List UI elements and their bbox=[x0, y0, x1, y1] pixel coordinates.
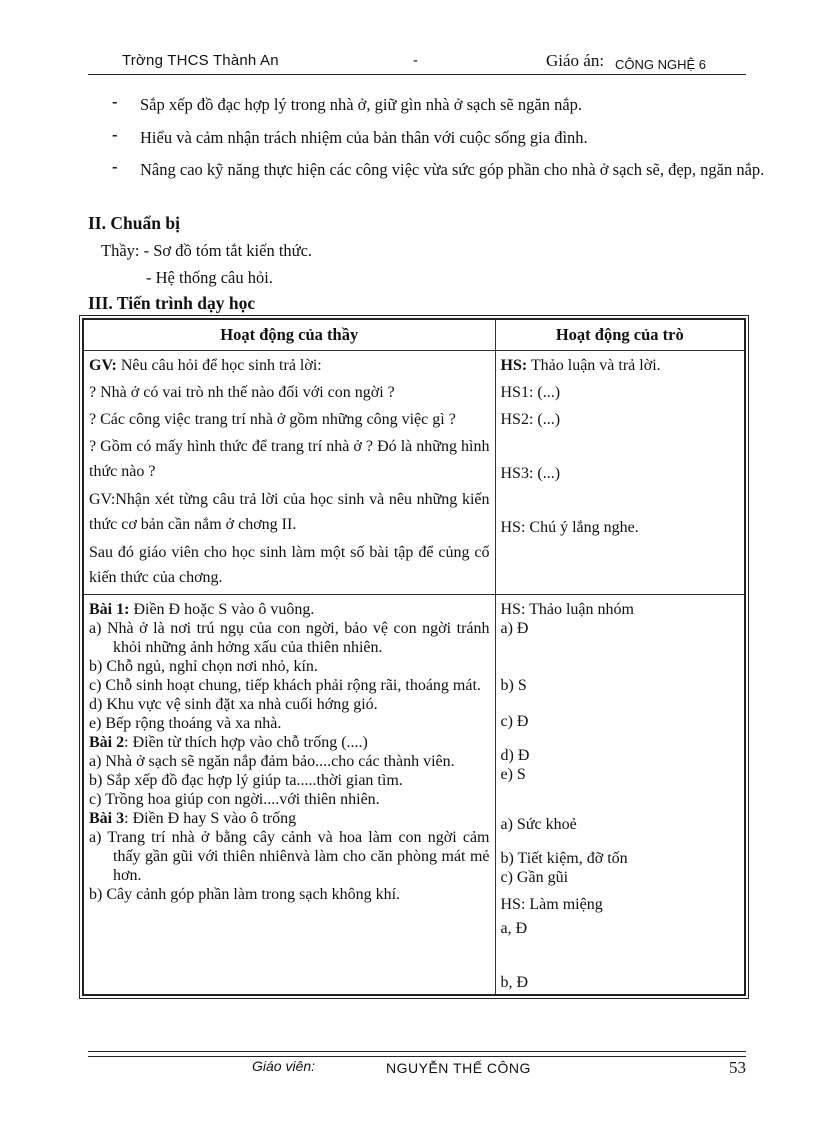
student-cell bbox=[495, 351, 745, 595]
student-line bbox=[501, 353, 740, 378]
student-answer: HS3: (...) bbox=[500, 465, 561, 482]
student-text: HS: Thảo luận nhóm bbox=[500, 601, 634, 618]
bullet-mark: - bbox=[112, 125, 118, 144]
exercise-item: a) Nhà ở sạch sẽ ngăn nắp đảm bảo....cho các thành viên. bbox=[89, 753, 455, 770]
prep-line-1: Thầy: - Sơ đồ tóm tắt kiến thức. bbox=[101, 241, 313, 260]
footer-rule bbox=[88, 1051, 746, 1052]
section-2-title: II. Chuẩn bị bbox=[88, 213, 180, 233]
student-answer: a, Đ bbox=[500, 920, 528, 937]
header-teacher: Hoạt động của thầy bbox=[83, 319, 495, 351]
lesson-label: Giáo án: bbox=[546, 51, 605, 70]
exercise-item: c) Trồng hoa giúp con ngời....với thiên nhiên. bbox=[89, 791, 380, 808]
exercise-text: : Điền Đ hay S vào ô trống bbox=[124, 810, 297, 827]
student-answer: d) Đ bbox=[500, 747, 530, 764]
student-answer: b, Đ bbox=[500, 974, 529, 991]
bullet-mark: - bbox=[112, 92, 118, 111]
student-answer: HS: Chú ý lắng nghe. bbox=[500, 519, 639, 536]
student-answer: a) Sức khoẻ bbox=[500, 816, 577, 833]
teacher-line bbox=[89, 353, 490, 378]
student-text: Thảo luận và trả lời. bbox=[527, 357, 661, 374]
exercise-item: a) Nhà ở là nơi trú ngụ của con ngời, bảo vệ con ngời tránh khỏi những ảnh hởng xấu của thiên nhiên. bbox=[89, 620, 490, 656]
student-answer: HS2: (...) bbox=[500, 411, 561, 428]
school-name: Trờng THCS Thành An bbox=[122, 52, 279, 69]
exercise-title bbox=[89, 733, 490, 752]
teacher-cell bbox=[83, 351, 495, 595]
teacher-text: Nêu câu hỏi để học sinh trả lời: bbox=[116, 357, 322, 374]
bullet-mark: - bbox=[112, 157, 118, 176]
exercise-text: Điền Đ hoặc S vào ô vuông. bbox=[129, 601, 315, 618]
exercise-item: e) Bếp rộng thoáng và xa nhà. bbox=[89, 715, 282, 732]
section-3-title: III. Tiến trình dạy học bbox=[88, 293, 256, 313]
exercise-item: b) Cây cảnh góp phần làm trong sạch không khí. bbox=[89, 886, 401, 903]
teacher-text: GV:Nhận xét từng câu trả lời của học sinh và nêu những kiến thức cơ bản cần nắm ở chơng II. bbox=[89, 491, 490, 533]
exercise-label: Bài 2 bbox=[89, 734, 125, 751]
exercise-text: : Điền từ thích hợp vào chỗ trống (....) bbox=[124, 734, 368, 751]
teacher-label: Giáo viên: bbox=[252, 1058, 316, 1074]
bullet-text: Hiểu và cảm nhận trách nhiệm của bản thân với cuộc sống gia đình. bbox=[140, 128, 588, 147]
teacher-cell bbox=[83, 595, 495, 996]
gv-label: GV: bbox=[89, 357, 117, 374]
exercise-item: b) Sắp xếp đồ đạc hợp lý giúp ta.....thời gian tìm. bbox=[89, 772, 403, 789]
exercise-item: b) Chỗ ngủ, nghỉ chọn nơi nhỏ, kín. bbox=[89, 658, 318, 675]
exercise-item: a) Trang trí nhà ở bằng cây cảnh và hoa làm con ngời cảm thấy gần gũi với thiên nhiênvà làm cho căn phòng mát mẻ hơn. bbox=[89, 829, 490, 884]
exercise-label: Bài 1: bbox=[89, 601, 130, 618]
student-answer: c) Đ bbox=[500, 713, 529, 730]
bullet-text: Nâng cao kỹ năng thực hiện các công việc vừa sức góp phần cho nhà ở sạch sẽ, đẹp, ngăn nắp. bbox=[140, 160, 765, 179]
student-answer: HS1: (...) bbox=[500, 384, 561, 401]
exercise-item: d) Khu vực vệ sinh đặt xa nhà cuối hớng gió. bbox=[89, 696, 378, 713]
page-footer bbox=[88, 1058, 746, 1078]
student-answer: b) Tiết kiệm, đỡ tốn bbox=[500, 850, 628, 867]
exercise-item: c) Chỗ sinh hoạt chung, tiếp khách phải rộng rãi, thoáng mát. bbox=[89, 677, 481, 694]
hs-label: HS: bbox=[500, 357, 528, 374]
teacher-question: ? Gồm có mấy hình thức để trang trí nhà ở ? Đó là những hình thức nào ? bbox=[89, 438, 490, 480]
student-answer: c) Gần gũi bbox=[500, 869, 569, 886]
header-student: Hoạt động của trò bbox=[495, 319, 745, 351]
student-answer: a) Đ bbox=[500, 620, 529, 637]
student-answer: e) S bbox=[500, 766, 526, 783]
teacher-text: Sau đó giáo viên cho học sinh làm một số bài tập để củng cố kiến thức của chơng. bbox=[89, 544, 490, 586]
prep-line-2: - Hệ thống câu hỏi. bbox=[146, 268, 273, 287]
exercise-title bbox=[89, 809, 490, 828]
student-cell bbox=[495, 595, 745, 996]
teacher-question: ? Các công việc trang trí nhà ở gồm những công việc gì ? bbox=[89, 411, 456, 428]
student-answer: b) S bbox=[500, 677, 527, 694]
exercise-title bbox=[89, 600, 490, 619]
page-header bbox=[88, 52, 746, 75]
table-row bbox=[83, 351, 745, 595]
exercise-label: Bài 3 bbox=[89, 810, 125, 827]
student-text: HS: Làm miệng bbox=[500, 896, 603, 913]
header-dash: - bbox=[413, 52, 418, 69]
teacher-question: ? Nhà ở có vai trò nh thế nào đối với con ngời ? bbox=[89, 384, 395, 401]
teacher-name: NGUYỄN THẾ CÔNG bbox=[386, 1060, 531, 1076]
lesson-table bbox=[82, 318, 746, 996]
table-row bbox=[83, 595, 745, 996]
bullet-text: Sắp xếp đồ đạc hợp lý trong nhà ở, giữ gìn nhà ở sạch sẽ ngăn nắp. bbox=[140, 95, 583, 114]
page-number: 53 bbox=[729, 1058, 746, 1077]
footer-rule bbox=[88, 1056, 746, 1057]
subject-name: CÔNG NGHỆ 6 bbox=[615, 57, 707, 72]
